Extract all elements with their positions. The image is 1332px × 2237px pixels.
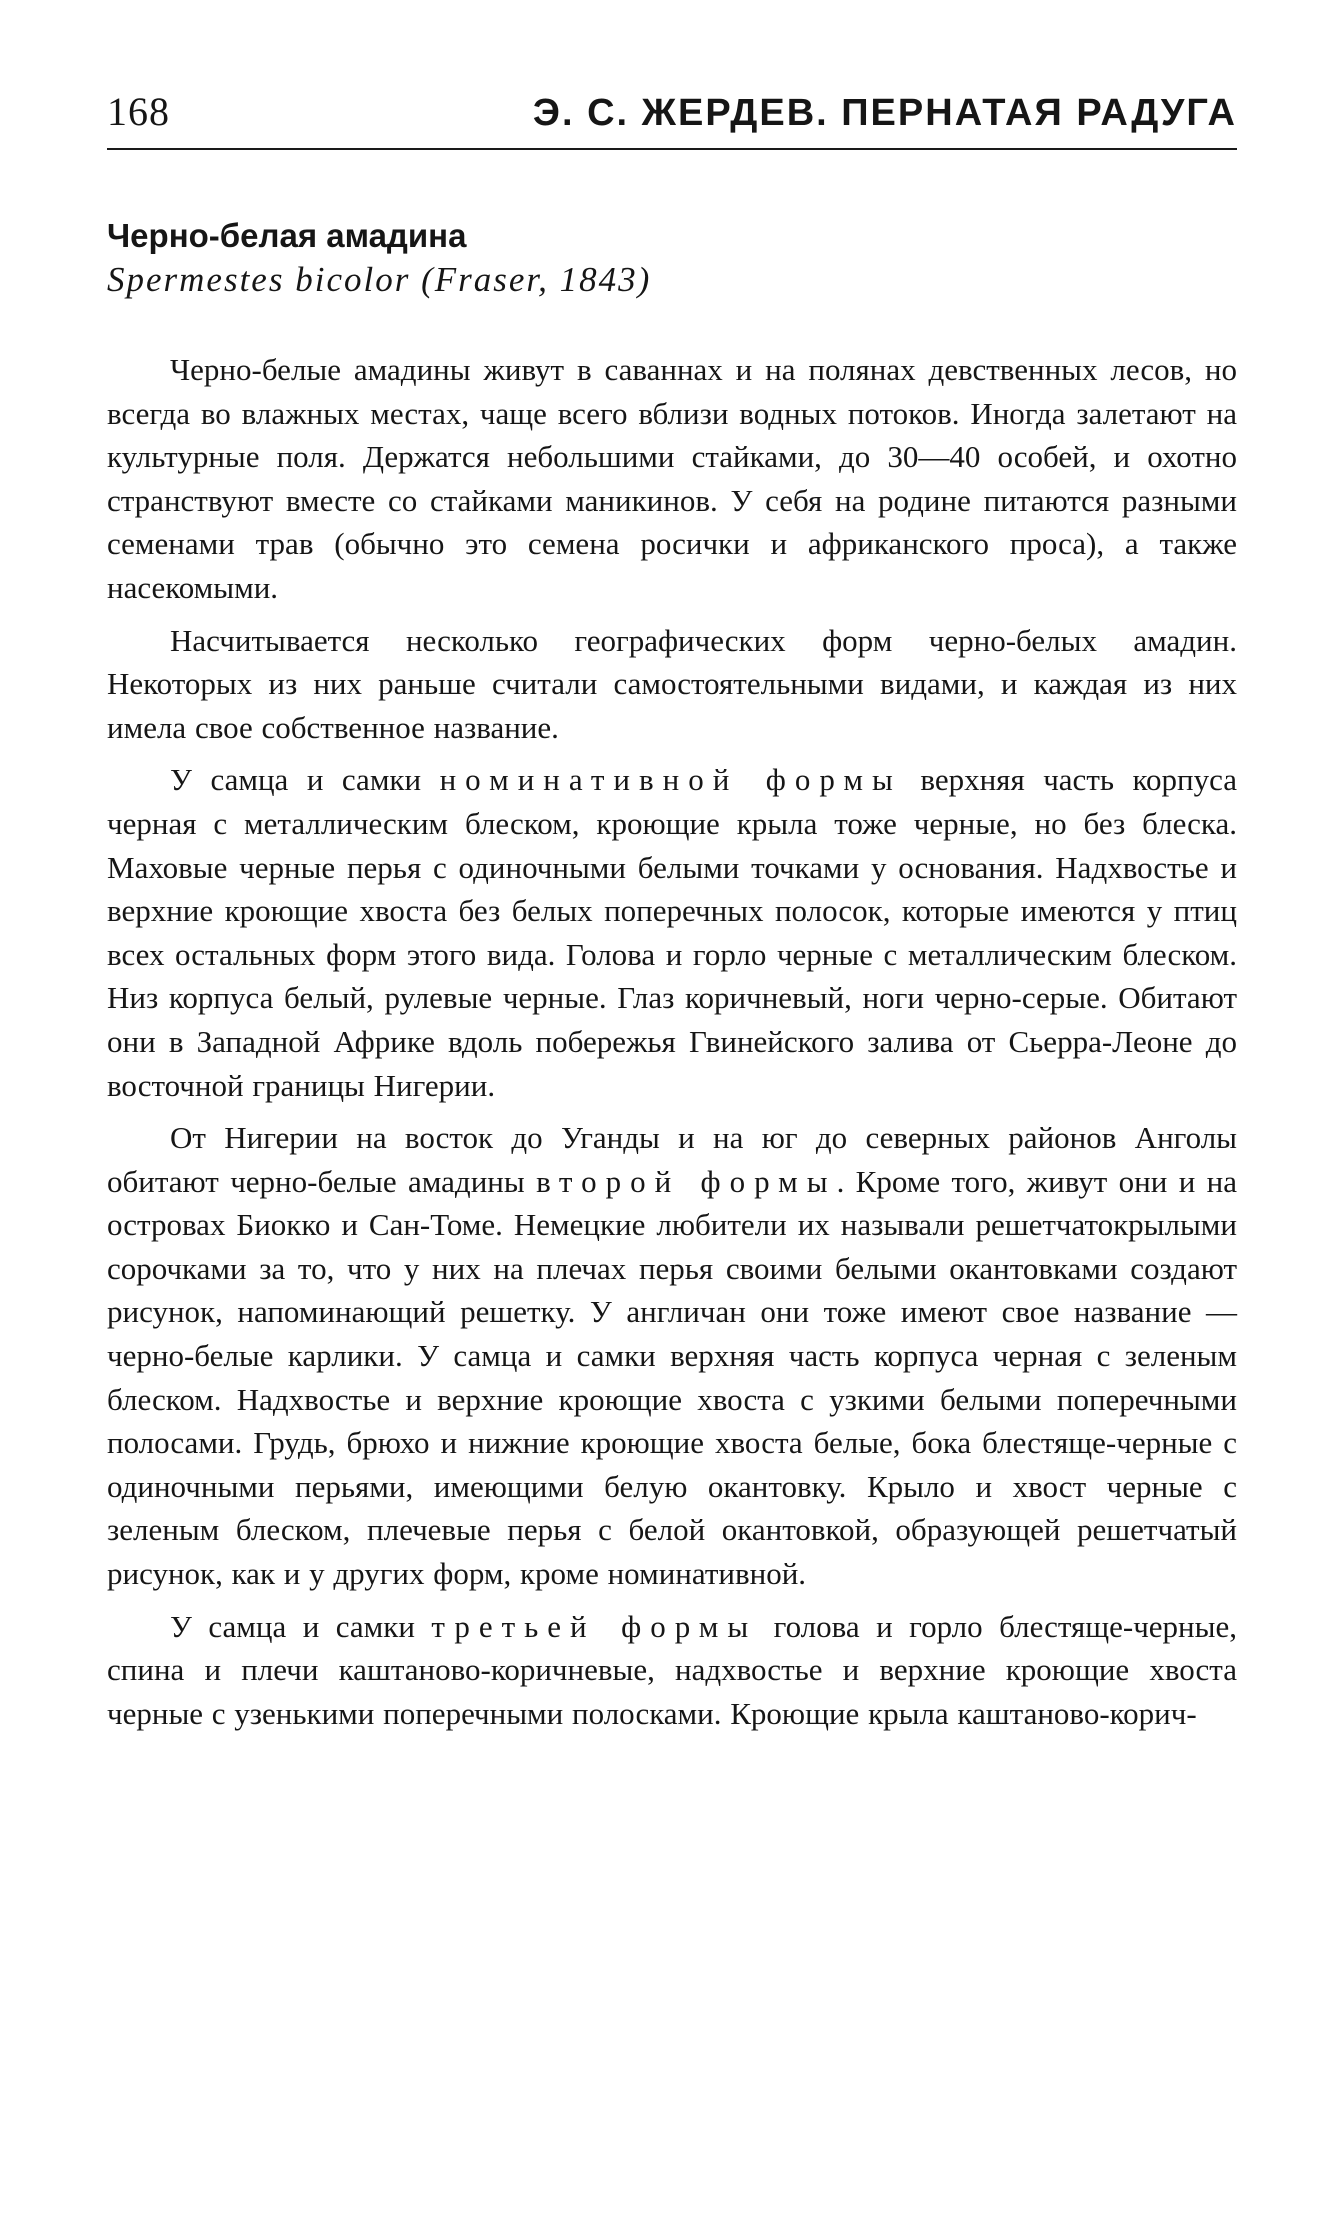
paragraph	[107, 1116, 1237, 1596]
paragraph-text: От Нигерии на восток до Уганды и на юг до северных районов Анголы обитают черно-белые амадины	[107, 1120, 1237, 1199]
paragraph	[107, 348, 1237, 610]
spaced-emphasis: второй формы	[536, 1163, 837, 1199]
article-heading	[107, 214, 1237, 302]
paragraph-text: верхняя часть корпуса черная с металлическим блеском, кроющие крыла тоже черные, но без блеска. Маховые черные перья с одиночными белыми точками у основания. Надхвостье и верхние кроющие хвоста без белых поперечных полосок, которые имеются у птиц всех остальных форм этого вида. Голова и горло черные с металлическим блеском. Низ корпуса белый, рулевые черные. Глаз коричневый, ноги черно-серые. Обитают они в Западной Африке вдоль побережья Гвинейского залива от Сьерра-Леоне до восточной границы Нигерии.	[107, 762, 1237, 1103]
paragraph-text: Черно-белые амадины живут в саваннах и на полянах девственных лесов, но всегда во влажных местах, чаще всего вблизи водных потоков. Иногда залетают на культурные поля. Держатся небольшими стайками, до 30—40 особей, и охотно странствуют вместе со стайками маникинов. У себя на родине питаются разными семенами трав (обычно это семена росички и африканского проса), а также насекомыми.	[107, 352, 1237, 605]
spaced-emphasis: третьей формы	[431, 1608, 758, 1644]
latin-name: Spermestes bicolor (Fraser, 1843)	[107, 260, 652, 299]
paragraph-text: Насчитывается несколько географических форм черно-белых амадин. Некоторых из них раньше считали самостоятельными видами, и каждая из них имела свое собственное название.	[107, 622, 1237, 745]
paragraph-text: У самца и самки	[170, 1608, 432, 1644]
body-text	[107, 348, 1237, 1735]
paragraph	[107, 758, 1237, 1107]
running-title: Э. С. ЖЕРДЕВ. ПЕРНАТАЯ РАДУГА	[532, 92, 1237, 134]
book-page	[107, 88, 1237, 1744]
paragraph	[107, 619, 1237, 750]
species-name: Черно-белая амадина	[107, 217, 467, 254]
page-number: 168	[107, 89, 170, 134]
spaced-emphasis: номинативной формы	[439, 762, 902, 798]
running-header	[107, 88, 1237, 150]
paragraph	[107, 1605, 1237, 1736]
paragraph-text: голова и горло блестяще-черные, спина и плечи каштаново-коричневые, надхвостье и верхние кроющие хвоста черные с узенькими поперечными полосками. Кроющие крыла каштаново-корич-	[107, 1608, 1237, 1731]
paragraph-text: . Кроме того, живут они и на островах Биокко и Сан-Томе. Немецкие любители их называли решетчатокрылыми сорочками за то, что у них на плечах перья своими белыми окантовками создают рисунок, напоминающий решетку. У англичан они тоже имеют свое название — черно-белые карлики. У самца и самки верхняя часть корпуса черная с зеленым блеском. Надхвостье и верхние кроющие хвоста с узкими белыми поперечными полосами. Грудь, брюхо и нижние кроющие хвоста белые, бока блестяще-черные с одиночными перьями, имеющими белую окантовку. Крыло и хвост черные с зеленым блеском, плечевые перья с белой окантовкой, образующей решетчатый рисунок, как и у других форм, кроме номинативной.	[107, 1163, 1238, 1592]
paragraph-text: У самца и самки	[170, 762, 440, 798]
